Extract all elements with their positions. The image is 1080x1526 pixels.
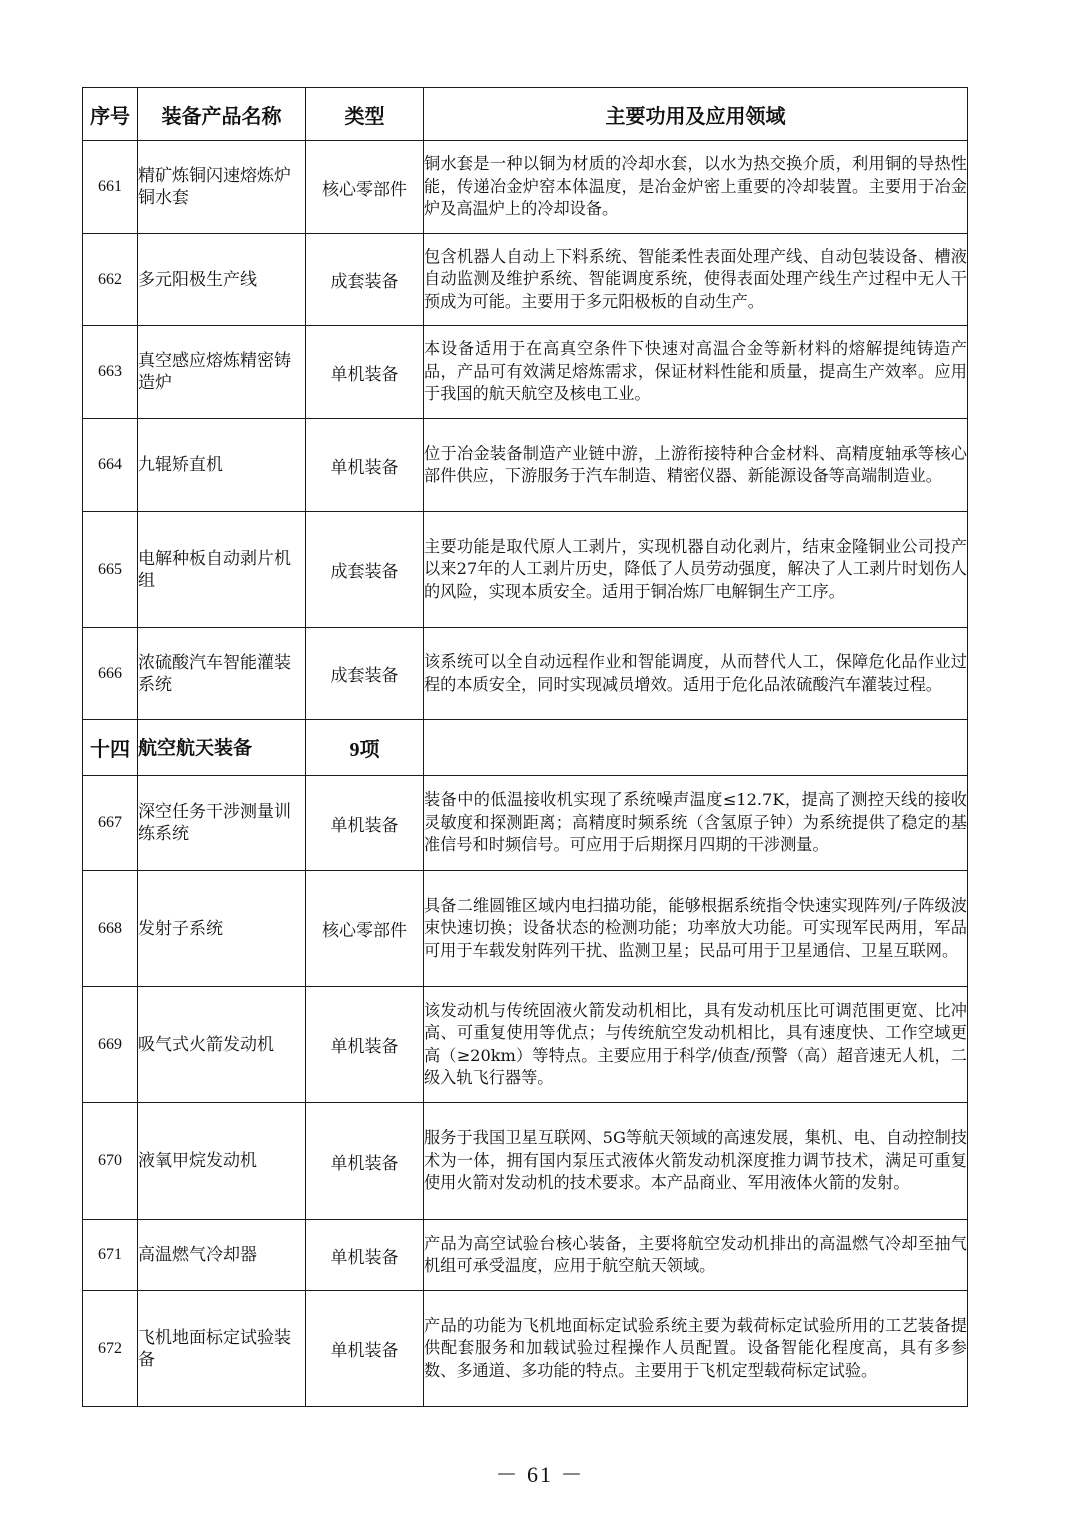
row-type: 单机装备: [306, 1220, 424, 1291]
table-row: [83, 512, 968, 628]
section-index: 十四: [83, 720, 138, 776]
row-usage: 铜水套是一种以铜为材质的冷却水套，以水为热交换介质，利用铜的导热性能，传递冶金炉窑本体温度，是冶金炉密上重要的冷却装置。主要用于冶金炉及高温炉上的冷却设备。: [424, 141, 968, 234]
row-usage: 装备中的低温接收机实现了系统噪声温度≤12.7K，提高了测控天线的接收灵敏度和探测距离；高精度时频系统（含氢原子钟）为系统提供了稳定的基准信号和时频信号。可应用于后期探月四期的干涉测量。: [424, 776, 968, 871]
table-row: [83, 871, 968, 987]
row-index: 672: [83, 1291, 138, 1407]
row-name: 飞机地面标定试验装备: [138, 1291, 306, 1407]
row-index: 665: [83, 512, 138, 628]
row-type: 单机装备: [306, 419, 424, 512]
table-header-row: [83, 88, 968, 141]
row-index: 667: [83, 776, 138, 871]
section-count: 9项: [306, 720, 424, 776]
row-name: 九辊矫直机: [138, 419, 306, 512]
row-name: 多元阳极生产线: [138, 234, 306, 326]
row-index: 663: [83, 326, 138, 419]
table-row: [83, 776, 968, 871]
header-usage: 主要功用及应用领域: [424, 88, 968, 141]
row-type: 单机装备: [306, 1103, 424, 1220]
table-row: [83, 1103, 968, 1220]
row-usage: 主要功能是取代原人工剥片，实现机器自动化剥片，结束金隆铜业公司投产以来27年的人工剥片历史，降低了人员劳动强度，解决了人工剥片时划伤人的风险，实现本质安全。适用于铜冶炼厂电解铜生产工序。: [424, 512, 968, 628]
table-row: [83, 419, 968, 512]
row-index: 664: [83, 419, 138, 512]
row-name: 精矿炼铜闪速熔炼炉铜水套: [138, 141, 306, 234]
row-usage: 本设备适用于在高真空条件下快速对高温合金等新材料的熔解提纯铸造产品，产品可有效满足熔炼需求，保证材料性能和质量，提高生产效率。应用于我国的航天航空及核电工业。: [424, 326, 968, 419]
row-type: 成套装备: [306, 512, 424, 628]
row-type: 单机装备: [306, 326, 424, 419]
table-row: [83, 1220, 968, 1291]
table-row: [83, 1291, 968, 1407]
row-index: 668: [83, 871, 138, 987]
table-row: [83, 628, 968, 720]
header-name: 装备产品名称: [138, 88, 306, 141]
row-usage: 产品为高空试验台核心装备，主要将航空发动机排出的高温燃气冷却至抽气机组可承受温度，应用于航空航天领域。: [424, 1220, 968, 1291]
row-type: 单机装备: [306, 776, 424, 871]
table-row: [83, 326, 968, 419]
row-name: 吸气式火箭发动机: [138, 987, 306, 1103]
row-usage: 产品的功能为飞机地面标定试验系统主要为载荷标定试验所用的工艺装备提供配套服务和加载试验过程操作人员配置。设备智能化程度高，具有多参数、多通道、多功能的特点。主要用于飞机定型载荷标定试验。: [424, 1291, 968, 1407]
table-row: [83, 141, 968, 234]
row-index: 669: [83, 987, 138, 1103]
section-name: 航空航天装备: [138, 720, 306, 776]
row-type: 成套装备: [306, 234, 424, 326]
row-usage: 该发动机与传统固液火箭发动机相比，具有发动机压比可调范围更宽、比冲高、可重复使用等优点；与传统航空发动机相比，具有速度快、工作空域更高（≥20km）等特点。主要应用于科学/侦查/预警（高）超音速无人机，二级入轨飞行器等。: [424, 987, 968, 1103]
equipment-catalog-table: [82, 87, 968, 1407]
row-index: 670: [83, 1103, 138, 1220]
page-number: － 61 －: [495, 1462, 585, 1487]
row-usage: 包含机器人自动上下料系统、智能柔性表面处理产线、自动包装设备、槽液自动监测及维护系统、智能调度系统，使得表面处理产线生产过程中无人干预成为可能。主要用于多元阳极板的自动生产。: [424, 234, 968, 326]
table-row: [83, 987, 968, 1103]
row-name: 真空感应熔炼精密铸造炉: [138, 326, 306, 419]
row-name: 浓硫酸汽车智能灌装系统: [138, 628, 306, 720]
row-type: 成套装备: [306, 628, 424, 720]
table-row: [83, 234, 968, 326]
section-row: [83, 720, 968, 776]
row-usage: 位于冶金装备制造产业链中游，上游衔接特种合金材料、高精度轴承等核心部件供应，下游服务于汽车制造、精密仪器、新能源设备等高端制造业。: [424, 419, 968, 512]
row-index: 671: [83, 1220, 138, 1291]
header-type: 类型: [306, 88, 424, 141]
row-type: 核心零部件: [306, 871, 424, 987]
row-index: 666: [83, 628, 138, 720]
row-name: 发射子系统: [138, 871, 306, 987]
header-index: 序号: [83, 88, 138, 141]
row-type: 核心零部件: [306, 141, 424, 234]
row-type: 单机装备: [306, 1291, 424, 1407]
row-usage: 服务于我国卫星互联网、5G等航天领域的高速发展，集机、电、自动控制技术为一体，拥有国内泵压式液体火箭发动机深度推力调节技术，满足可重复使用火箭对发动机的技术要求。本产品商业、军用液体火箭的发射。: [424, 1103, 968, 1220]
row-type: 单机装备: [306, 987, 424, 1103]
row-name: 高温燃气冷却器: [138, 1220, 306, 1291]
section-usage: [424, 720, 968, 776]
row-index: 662: [83, 234, 138, 326]
row-usage: 该系统可以全自动远程作业和智能调度，从而替代人工，保障危化品作业过程的本质安全，同时实现减员增效。适用于危化品浓硫酸汽车灌装过程。: [424, 628, 968, 720]
row-index: 661: [83, 141, 138, 234]
row-name: 电解种板自动剥片机组: [138, 512, 306, 628]
row-name: 深空任务干涉测量训练系统: [138, 776, 306, 871]
row-name: 液氧甲烷发动机: [138, 1103, 306, 1220]
row-usage: 具备二维圆锥区域内电扫描功能，能够根据系统指令快速实现阵列/子阵级波束快速切换；设备状态的检测功能；功率放大功能。可实现军民两用，军品可用于车载发射阵列干扰、监测卫星；民品可用于卫星通信、卫星互联网。: [424, 871, 968, 987]
